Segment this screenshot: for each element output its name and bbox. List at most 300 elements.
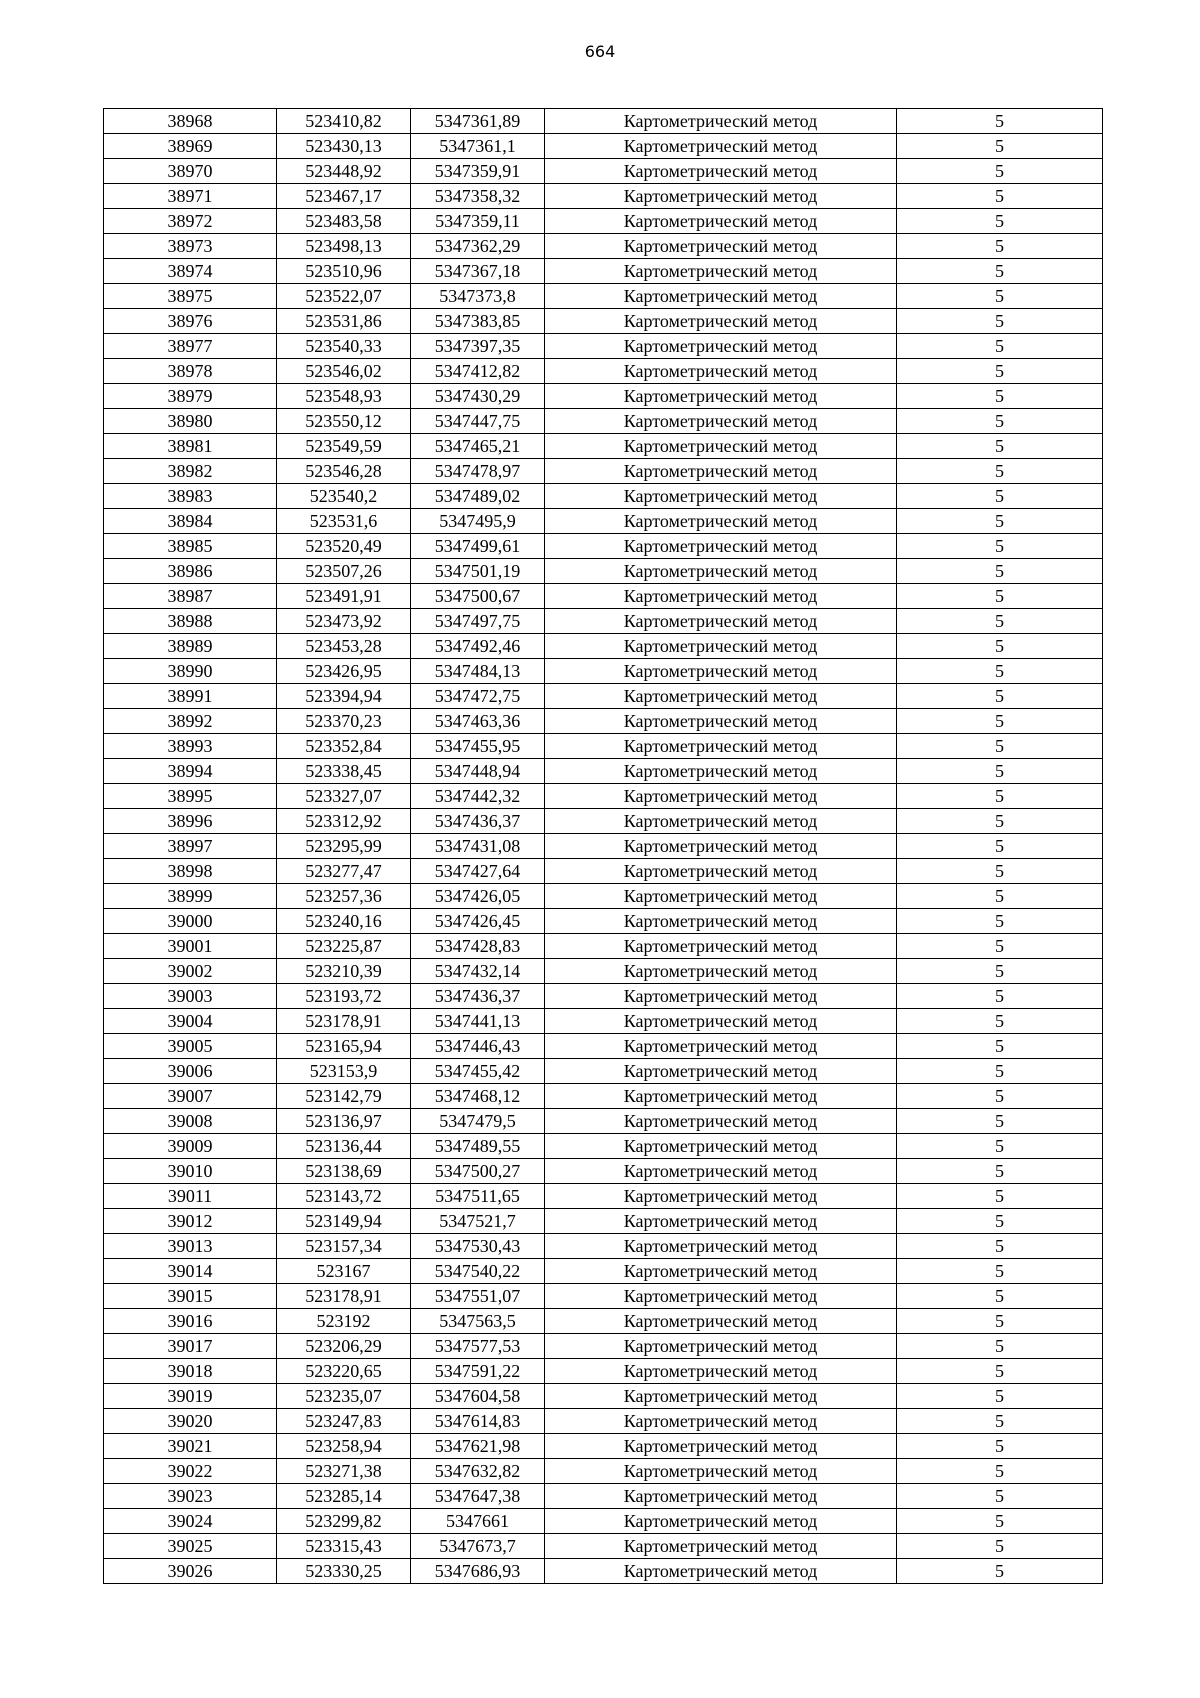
x-cell: 523277,47 xyxy=(277,859,411,884)
accuracy-cell: 5 xyxy=(897,1234,1103,1259)
point-number-cell: 38997 xyxy=(104,834,277,859)
table-row xyxy=(104,409,1103,434)
accuracy-cell: 5 xyxy=(897,959,1103,984)
table-row xyxy=(104,259,1103,284)
method-cell: Картометрический метод xyxy=(545,759,897,784)
method-cell: Картометрический метод xyxy=(545,1559,897,1584)
table-row xyxy=(104,1409,1103,1434)
point-number-cell: 38987 xyxy=(104,584,277,609)
accuracy-cell: 5 xyxy=(897,684,1103,709)
accuracy-cell: 5 xyxy=(897,259,1103,284)
y-cell: 5347497,75 xyxy=(411,609,545,634)
table-row xyxy=(104,509,1103,534)
method-cell: Картометрический метод xyxy=(545,559,897,584)
table-row xyxy=(104,434,1103,459)
y-cell: 5347511,65 xyxy=(411,1184,545,1209)
accuracy-cell: 5 xyxy=(897,1134,1103,1159)
y-cell: 5347479,5 xyxy=(411,1109,545,1134)
x-cell: 523136,97 xyxy=(277,1109,411,1134)
point-number-cell: 39018 xyxy=(104,1359,277,1384)
table-row xyxy=(104,1559,1103,1584)
y-cell: 5347661 xyxy=(411,1509,545,1534)
method-cell: Картометрический метод xyxy=(545,1134,897,1159)
method-cell: Картометрический метод xyxy=(545,959,897,984)
x-cell: 523531,6 xyxy=(277,509,411,534)
accuracy-cell: 5 xyxy=(897,1159,1103,1184)
accuracy-cell: 5 xyxy=(897,809,1103,834)
point-number-cell: 38998 xyxy=(104,859,277,884)
accuracy-cell: 5 xyxy=(897,384,1103,409)
accuracy-cell: 5 xyxy=(897,659,1103,684)
x-cell: 523210,39 xyxy=(277,959,411,984)
method-cell: Картометрический метод xyxy=(545,1209,897,1234)
method-cell: Картометрический метод xyxy=(545,734,897,759)
method-cell: Картометрический метод xyxy=(545,284,897,309)
method-cell: Картометрический метод xyxy=(545,309,897,334)
point-number-cell: 39011 xyxy=(104,1184,277,1209)
x-cell: 523178,91 xyxy=(277,1009,411,1034)
y-cell: 5347436,37 xyxy=(411,984,545,1009)
table-row xyxy=(104,809,1103,834)
y-cell: 5347484,13 xyxy=(411,659,545,684)
point-number-cell: 39013 xyxy=(104,1234,277,1259)
method-cell: Картометрический метод xyxy=(545,634,897,659)
x-cell: 523330,25 xyxy=(277,1559,411,1584)
table-row xyxy=(104,684,1103,709)
x-cell: 523235,07 xyxy=(277,1384,411,1409)
accuracy-cell: 5 xyxy=(897,909,1103,934)
point-number-cell: 39003 xyxy=(104,984,277,1009)
x-cell: 523165,94 xyxy=(277,1034,411,1059)
y-cell: 5347604,58 xyxy=(411,1384,545,1409)
table-row xyxy=(104,284,1103,309)
x-cell: 523153,9 xyxy=(277,1059,411,1084)
accuracy-cell: 5 xyxy=(897,1034,1103,1059)
x-cell: 523546,28 xyxy=(277,459,411,484)
y-cell: 5347362,29 xyxy=(411,234,545,259)
x-cell: 523136,44 xyxy=(277,1134,411,1159)
method-cell: Картометрический метод xyxy=(545,1484,897,1509)
point-number-cell: 38984 xyxy=(104,509,277,534)
method-cell: Картометрический метод xyxy=(545,1059,897,1084)
y-cell: 5347614,83 xyxy=(411,1409,545,1434)
method-cell: Картометрический метод xyxy=(545,534,897,559)
point-number-cell: 38971 xyxy=(104,184,277,209)
table-row xyxy=(104,759,1103,784)
point-number-cell: 39022 xyxy=(104,1459,277,1484)
point-number-cell: 39008 xyxy=(104,1109,277,1134)
method-cell: Картометрический метод xyxy=(545,1334,897,1359)
method-cell: Картометрический метод xyxy=(545,484,897,509)
point-number-cell: 38989 xyxy=(104,634,277,659)
table-row xyxy=(104,1384,1103,1409)
point-number-cell: 38982 xyxy=(104,459,277,484)
table-row xyxy=(104,1234,1103,1259)
x-cell: 523193,72 xyxy=(277,984,411,1009)
method-cell: Картометрический метод xyxy=(545,584,897,609)
method-cell: Картометрический метод xyxy=(545,459,897,484)
y-cell: 5347397,35 xyxy=(411,334,545,359)
point-number-cell: 38974 xyxy=(104,259,277,284)
accuracy-cell: 5 xyxy=(897,859,1103,884)
table-row xyxy=(104,1159,1103,1184)
method-cell: Картометрический метод xyxy=(545,684,897,709)
y-cell: 5347455,95 xyxy=(411,734,545,759)
accuracy-cell: 5 xyxy=(897,1184,1103,1209)
point-number-cell: 38970 xyxy=(104,159,277,184)
accuracy-cell: 5 xyxy=(897,1209,1103,1234)
table-row xyxy=(104,384,1103,409)
method-cell: Картометрический метод xyxy=(545,1259,897,1284)
table-row xyxy=(104,1034,1103,1059)
method-cell: Картометрический метод xyxy=(545,909,897,934)
accuracy-cell: 5 xyxy=(897,534,1103,559)
point-number-cell: 38991 xyxy=(104,684,277,709)
x-cell: 523540,33 xyxy=(277,334,411,359)
table-row xyxy=(104,609,1103,634)
x-cell: 523285,14 xyxy=(277,1484,411,1509)
y-cell: 5347501,19 xyxy=(411,559,545,584)
x-cell: 523448,92 xyxy=(277,159,411,184)
x-cell: 523498,13 xyxy=(277,234,411,259)
method-cell: Картометрический метод xyxy=(545,1184,897,1209)
accuracy-cell: 5 xyxy=(897,609,1103,634)
point-number-cell: 38990 xyxy=(104,659,277,684)
accuracy-cell: 5 xyxy=(897,1109,1103,1134)
table-row xyxy=(104,1284,1103,1309)
x-cell: 523312,92 xyxy=(277,809,411,834)
x-cell: 523548,93 xyxy=(277,384,411,409)
point-number-cell: 38983 xyxy=(104,484,277,509)
table-row xyxy=(104,1059,1103,1084)
y-cell: 5347447,75 xyxy=(411,409,545,434)
point-number-cell: 39026 xyxy=(104,1559,277,1584)
x-cell: 523491,91 xyxy=(277,584,411,609)
point-number-cell: 39015 xyxy=(104,1284,277,1309)
table-row xyxy=(104,459,1103,484)
point-number-cell: 38992 xyxy=(104,709,277,734)
coordinates-table xyxy=(103,108,1103,1584)
point-number-cell: 39012 xyxy=(104,1209,277,1234)
accuracy-cell: 5 xyxy=(897,159,1103,184)
point-number-cell: 39007 xyxy=(104,1084,277,1109)
x-cell: 523453,28 xyxy=(277,634,411,659)
point-number-cell: 38975 xyxy=(104,284,277,309)
page-number: 664 xyxy=(584,42,616,61)
method-cell: Картометрический метод xyxy=(545,109,897,134)
table-row xyxy=(104,109,1103,134)
x-cell: 523295,99 xyxy=(277,834,411,859)
y-cell: 5347468,12 xyxy=(411,1084,545,1109)
point-number-cell: 39021 xyxy=(104,1434,277,1459)
x-cell: 523510,96 xyxy=(277,259,411,284)
x-cell: 523327,07 xyxy=(277,784,411,809)
accuracy-cell: 5 xyxy=(897,459,1103,484)
x-cell: 523315,43 xyxy=(277,1534,411,1559)
x-cell: 523258,94 xyxy=(277,1434,411,1459)
method-cell: Картометрический метод xyxy=(545,884,897,909)
accuracy-cell: 5 xyxy=(897,584,1103,609)
method-cell: Картометрический метод xyxy=(545,784,897,809)
method-cell: Картометрический метод xyxy=(545,1409,897,1434)
point-number-cell: 39009 xyxy=(104,1134,277,1159)
x-cell: 523257,36 xyxy=(277,884,411,909)
point-number-cell: 39025 xyxy=(104,1534,277,1559)
accuracy-cell: 5 xyxy=(897,334,1103,359)
x-cell: 523549,59 xyxy=(277,434,411,459)
y-cell: 5347426,05 xyxy=(411,884,545,909)
point-number-cell: 38996 xyxy=(104,809,277,834)
method-cell: Картометрический метод xyxy=(545,1434,897,1459)
point-number-cell: 39006 xyxy=(104,1059,277,1084)
point-number-cell: 38969 xyxy=(104,134,277,159)
y-cell: 5347446,43 xyxy=(411,1034,545,1059)
accuracy-cell: 5 xyxy=(897,884,1103,909)
accuracy-cell: 5 xyxy=(897,734,1103,759)
x-cell: 523143,72 xyxy=(277,1184,411,1209)
x-cell: 523522,07 xyxy=(277,284,411,309)
method-cell: Картометрический метод xyxy=(545,509,897,534)
table-row xyxy=(104,709,1103,734)
y-cell: 5347442,32 xyxy=(411,784,545,809)
table-row xyxy=(104,184,1103,209)
table-row xyxy=(104,834,1103,859)
x-cell: 523473,92 xyxy=(277,609,411,634)
table-row xyxy=(104,1009,1103,1034)
table-row xyxy=(104,909,1103,934)
accuracy-cell: 5 xyxy=(897,1484,1103,1509)
point-number-cell: 38973 xyxy=(104,234,277,259)
accuracy-cell: 5 xyxy=(897,509,1103,534)
method-cell: Картометрический метод xyxy=(545,659,897,684)
x-cell: 523507,26 xyxy=(277,559,411,584)
method-cell: Картометрический метод xyxy=(545,1384,897,1409)
point-number-cell: 38981 xyxy=(104,434,277,459)
method-cell: Картометрический метод xyxy=(545,984,897,1009)
x-cell: 523220,65 xyxy=(277,1359,411,1384)
table-row xyxy=(104,1334,1103,1359)
accuracy-cell: 5 xyxy=(897,184,1103,209)
method-cell: Картометрический метод xyxy=(545,359,897,384)
y-cell: 5347373,8 xyxy=(411,284,545,309)
coordinates-table-body xyxy=(104,109,1103,1584)
x-cell: 523149,94 xyxy=(277,1209,411,1234)
method-cell: Картометрический метод xyxy=(545,384,897,409)
accuracy-cell: 5 xyxy=(897,109,1103,134)
method-cell: Картометрический метод xyxy=(545,234,897,259)
method-cell: Картометрический метод xyxy=(545,834,897,859)
method-cell: Картометрический метод xyxy=(545,1534,897,1559)
point-number-cell: 39010 xyxy=(104,1159,277,1184)
accuracy-cell: 5 xyxy=(897,1334,1103,1359)
accuracy-cell: 5 xyxy=(897,1359,1103,1384)
method-cell: Картометрический метод xyxy=(545,434,897,459)
point-number-cell: 38976 xyxy=(104,309,277,334)
table-row xyxy=(104,659,1103,684)
x-cell: 523142,79 xyxy=(277,1084,411,1109)
y-cell: 5347430,29 xyxy=(411,384,545,409)
method-cell: Картометрический метод xyxy=(545,609,897,634)
method-cell: Картометрический метод xyxy=(545,259,897,284)
x-cell: 523206,29 xyxy=(277,1334,411,1359)
y-cell: 5347361,89 xyxy=(411,109,545,134)
accuracy-cell: 5 xyxy=(897,1409,1103,1434)
x-cell: 523550,12 xyxy=(277,409,411,434)
accuracy-cell: 5 xyxy=(897,709,1103,734)
table-row xyxy=(104,1109,1103,1134)
method-cell: Картометрический метод xyxy=(545,1284,897,1309)
point-number-cell: 38980 xyxy=(104,409,277,434)
point-number-cell: 38972 xyxy=(104,209,277,234)
accuracy-cell: 5 xyxy=(897,1309,1103,1334)
point-number-cell: 39014 xyxy=(104,1259,277,1284)
point-number-cell: 39005 xyxy=(104,1034,277,1059)
accuracy-cell: 5 xyxy=(897,1434,1103,1459)
y-cell: 5347563,5 xyxy=(411,1309,545,1334)
y-cell: 5347441,13 xyxy=(411,1009,545,1034)
accuracy-cell: 5 xyxy=(897,1259,1103,1284)
point-number-cell: 38999 xyxy=(104,884,277,909)
y-cell: 5347412,82 xyxy=(411,359,545,384)
accuracy-cell: 5 xyxy=(897,1459,1103,1484)
method-cell: Картометрический метод xyxy=(545,209,897,234)
x-cell: 523247,83 xyxy=(277,1409,411,1434)
method-cell: Картометрический метод xyxy=(545,1459,897,1484)
y-cell: 5347500,67 xyxy=(411,584,545,609)
table-row xyxy=(104,1184,1103,1209)
accuracy-cell: 5 xyxy=(897,359,1103,384)
x-cell: 523271,38 xyxy=(277,1459,411,1484)
y-cell: 5347551,07 xyxy=(411,1284,545,1309)
point-number-cell: 38979 xyxy=(104,384,277,409)
y-cell: 5347530,43 xyxy=(411,1234,545,1259)
method-cell: Картометрический метод xyxy=(545,1509,897,1534)
method-cell: Картометрический метод xyxy=(545,159,897,184)
y-cell: 5347621,98 xyxy=(411,1434,545,1459)
x-cell: 523546,02 xyxy=(277,359,411,384)
table-row xyxy=(104,1309,1103,1334)
x-cell: 523520,49 xyxy=(277,534,411,559)
y-cell: 5347686,93 xyxy=(411,1559,545,1584)
table-row xyxy=(104,984,1103,1009)
x-cell: 523540,2 xyxy=(277,484,411,509)
y-cell: 5347499,61 xyxy=(411,534,545,559)
point-number-cell: 39000 xyxy=(104,909,277,934)
point-number-cell: 38977 xyxy=(104,334,277,359)
x-cell: 523157,34 xyxy=(277,1234,411,1259)
table-row xyxy=(104,1484,1103,1509)
y-cell: 5347492,46 xyxy=(411,634,545,659)
accuracy-cell: 5 xyxy=(897,984,1103,1009)
x-cell: 523178,91 xyxy=(277,1284,411,1309)
y-cell: 5347647,38 xyxy=(411,1484,545,1509)
point-number-cell: 38994 xyxy=(104,759,277,784)
point-number-cell: 39019 xyxy=(104,1384,277,1409)
accuracy-cell: 5 xyxy=(897,559,1103,584)
x-cell: 523483,58 xyxy=(277,209,411,234)
point-number-cell: 38995 xyxy=(104,784,277,809)
table-row xyxy=(104,784,1103,809)
method-cell: Картометрический метод xyxy=(545,1159,897,1184)
method-cell: Картометрический метод xyxy=(545,1359,897,1384)
y-cell: 5347673,7 xyxy=(411,1534,545,1559)
table-row xyxy=(104,884,1103,909)
y-cell: 5347428,83 xyxy=(411,934,545,959)
point-number-cell: 39016 xyxy=(104,1309,277,1334)
table-row xyxy=(104,734,1103,759)
method-cell: Картометрический метод xyxy=(545,934,897,959)
x-cell: 523370,23 xyxy=(277,709,411,734)
method-cell: Картометрический метод xyxy=(545,1309,897,1334)
table-row xyxy=(104,559,1103,584)
table-row xyxy=(104,359,1103,384)
x-cell: 523426,95 xyxy=(277,659,411,684)
accuracy-cell: 5 xyxy=(897,284,1103,309)
accuracy-cell: 5 xyxy=(897,434,1103,459)
y-cell: 5347367,18 xyxy=(411,259,545,284)
table-row xyxy=(104,309,1103,334)
x-cell: 523430,13 xyxy=(277,134,411,159)
table-row xyxy=(104,1459,1103,1484)
table-row xyxy=(104,334,1103,359)
accuracy-cell: 5 xyxy=(897,834,1103,859)
table-row xyxy=(104,1359,1103,1384)
y-cell: 5347521,7 xyxy=(411,1209,545,1234)
point-number-cell: 39004 xyxy=(104,1009,277,1034)
method-cell: Картометрический метод xyxy=(545,1009,897,1034)
table-row xyxy=(104,159,1103,184)
accuracy-cell: 5 xyxy=(897,934,1103,959)
x-cell: 523467,17 xyxy=(277,184,411,209)
y-cell: 5347426,45 xyxy=(411,909,545,934)
accuracy-cell: 5 xyxy=(897,1559,1103,1584)
method-cell: Картометрический метод xyxy=(545,1034,897,1059)
point-number-cell: 39017 xyxy=(104,1334,277,1359)
x-cell: 523192 xyxy=(277,1309,411,1334)
x-cell: 523225,87 xyxy=(277,934,411,959)
accuracy-cell: 5 xyxy=(897,759,1103,784)
point-number-cell: 38993 xyxy=(104,734,277,759)
point-number-cell: 39024 xyxy=(104,1509,277,1534)
table-row xyxy=(104,934,1103,959)
y-cell: 5347632,82 xyxy=(411,1459,545,1484)
accuracy-cell: 5 xyxy=(897,1384,1103,1409)
point-number-cell: 39023 xyxy=(104,1484,277,1509)
table-row xyxy=(104,1084,1103,1109)
y-cell: 5347383,85 xyxy=(411,309,545,334)
y-cell: 5347478,97 xyxy=(411,459,545,484)
point-number-cell: 38988 xyxy=(104,609,277,634)
table-row xyxy=(104,634,1103,659)
point-number-cell: 39001 xyxy=(104,934,277,959)
method-cell: Картометрический метод xyxy=(545,709,897,734)
point-number-cell: 38978 xyxy=(104,359,277,384)
table-row xyxy=(104,1134,1103,1159)
point-number-cell: 39020 xyxy=(104,1409,277,1434)
accuracy-cell: 5 xyxy=(897,134,1103,159)
x-cell: 523394,94 xyxy=(277,684,411,709)
x-cell: 523338,45 xyxy=(277,759,411,784)
x-cell: 523138,69 xyxy=(277,1159,411,1184)
x-cell: 523167 xyxy=(277,1259,411,1284)
accuracy-cell: 5 xyxy=(897,234,1103,259)
y-cell: 5347465,21 xyxy=(411,434,545,459)
y-cell: 5347359,91 xyxy=(411,159,545,184)
y-cell: 5347436,37 xyxy=(411,809,545,834)
y-cell: 5347489,02 xyxy=(411,484,545,509)
accuracy-cell: 5 xyxy=(897,409,1103,434)
method-cell: Картометрический метод xyxy=(545,1084,897,1109)
